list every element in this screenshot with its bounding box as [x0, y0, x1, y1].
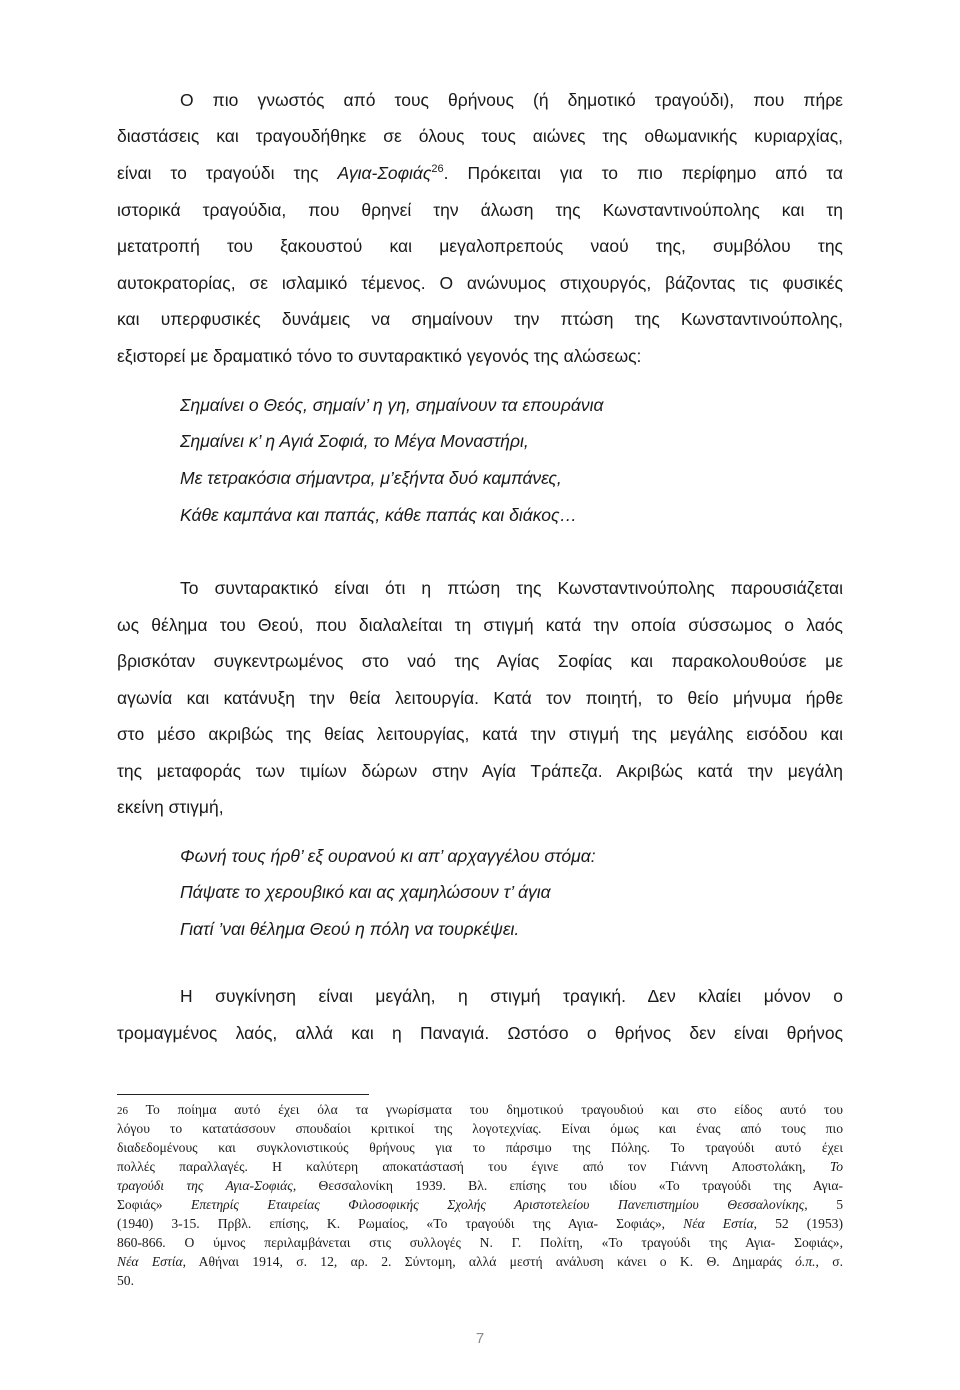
text-line: αυτοκρατορίας, σε ισλαμικό τέμενος. Ο ανώνυμος στιχουργός, βάζοντας τις φυσικές	[117, 273, 843, 293]
footnote-line: (1940) 3-15. Πρβλ. επίσης, Κ. Ρωμαίος, «Το τραγούδι της Αγια- Σοφιάς», Νέα Εστία, 52 (1953)	[117, 1216, 843, 1231]
footnote-line: 26 Το ποίημα αυτό έχει όλα τα γνωρίσματα του δημοτικού τραγουδιού και στο είδος αυτό του	[117, 1102, 843, 1117]
verse-line: Σημαίνει κ’ η Αγιά Σοφιά, το Μέγα Μοναστήρι,	[180, 431, 529, 451]
song-title: Αγια-Σοφιάς	[337, 163, 432, 183]
footnote-number: 26	[117, 1105, 128, 1117]
text-line: της μεταφοράς των τιμίων δώρων στην Αγία Τράπεζα. Ακριβώς κατά την μεγάλη	[117, 761, 843, 781]
footnote-line: διαδεδομένους και συγκλονιστικούς θρήνους για το πάρσιμο της Πόλης. Το τραγούδι αυτό έχει	[117, 1140, 843, 1155]
footnote-line: τραγούδι της Αγια-Σοφιάς, Θεσσαλονίκη 1939. Βλ. επίσης του ιδίου «Το τραγούδι της Αγια-	[117, 1178, 843, 1193]
text-line: είναι το τραγούδι της Αγια-Σοφιάς$^{26}$. Πρόκειται για το πιο περίφημο από τα	[117, 163, 843, 183]
text-line: εξιστορεί με δραματικό τόνο το συνταρακτικό γεγονός της αλώσεως:	[117, 346, 642, 366]
text-line: διαστάσεις και τραγουδήθηκε σε όλους τους αιώνες της οθωμανικής κυριαρχίας,	[117, 126, 843, 146]
text-line: αγωνία και κατάνυξη την θεία λειτουργία. Κατά τον ποιητή, το θείο μήνυμα ήρθε	[117, 688, 843, 708]
footnote-line: λόγου το κατατάσσουν σπουδαίοι κριτικοί της λογοτεχνίας. Είναι όμως και ένας από τους πιο	[117, 1121, 843, 1136]
footnote-line: 860-866. Ο ύμνος περιλαμβάνεται στις συλλογές Ν. Γ. Πολίτη, «Το τραγούδι της Αγια- Σοφιάς»,	[117, 1235, 843, 1250]
text-line: μετατροπή του ξακουστού και μεγαλοπρεπούς ναού της, συμβόλου της	[117, 236, 843, 256]
verse-line: Γιατί ’ναι θέλημα Θεού η πόλη να τουρκέψει.	[180, 919, 520, 939]
text-line: Το συνταρακτικό είναι ότι η πτώση της Κωνσταντινούπολης παρουσιάζεται	[180, 578, 843, 598]
footnote-ref[interactable]: 26	[431, 163, 444, 176]
footnote-line: πολλές παραλλαγές. Η καλύτερη αποκατάστασή του έγινε από τον Γιάννη Αποστολάκη, Το	[117, 1159, 843, 1174]
footnote-line: Νέα Εστία, Αθήναι 1914, σ. 12, αρ. 2. Σύντομη, αλλά μεστή ανάλυση κάνει ο Κ. Θ. Δημαράς ό.π., σ.	[117, 1254, 843, 1269]
text-line: τρομαγμένος λαός, αλλά και η Παναγιά. Ωστόσο ο θρήνος δεν είναι θρήνος	[117, 1023, 843, 1043]
footnote-separator	[117, 1094, 369, 1095]
text-line: ιστορικά τραγούδια, που θρηνεί την άλωση της Κωνσταντινούπολης και τη	[117, 200, 843, 220]
text-line: βρισκόταν συγκεντρωμένος στο ναό της Αγίας Σοφίας και παρακολουθούσε με	[117, 651, 843, 671]
text-line: Ο πιο γνωστός από τους θρήνους (ή δημοτικό τραγούδι), που πήρε	[180, 90, 843, 110]
text-line: στο μέσο ακριβώς της θείας λειτουργίας, κατά την στιγμή της μεγάλης εισόδου και	[117, 724, 843, 744]
verse-line: Με τετρακόσια σήμαντρα, μ’εξήντα δυό καμπάνες,	[180, 468, 562, 488]
text-line: και υπερφυσικές δυνάμεις να σημαίνουν την πτώση της Κωνσταντινούπολης,	[117, 309, 843, 329]
verse-line: Πάψατε το χερουβικό και ας χαμηλώσουν τ’ άγια	[180, 882, 551, 902]
verse-line: Σημαίνει ο Θεός, σημαίν’ η γη, σημαίνουν τα επουράνια	[180, 395, 604, 415]
footnote-line: Σοφιάς» Επετηρίς Εταιρείας Φιλοσοφικής Σχολής Αριστοτελείου Πανεπιστημίου Θεσσαλονίκης, 5	[117, 1197, 843, 1212]
text-line: ως θέλημα του Θεού, που διαλαλείται τη στιγμή κατά την οποία σύσσωμος ο λαός	[117, 615, 843, 635]
page-number: 7	[475, 1330, 485, 1347]
verse-line: Κάθε καμπάνα και παπάς, κάθε παπάς και διάκος…	[180, 505, 578, 525]
text-line: Η συγκίνηση είναι μεγάλη, η στιγμή τραγική. Δεν κλαίει μόνον ο	[180, 986, 843, 1006]
verse-line: Φωνή τους ήρθ’ εξ ουρανού κι απ’ αρχαγγέλου στόμα:	[180, 846, 596, 866]
footnote-line: 50.	[117, 1273, 134, 1288]
text-line: εκείνη στιγμή,	[117, 797, 224, 817]
